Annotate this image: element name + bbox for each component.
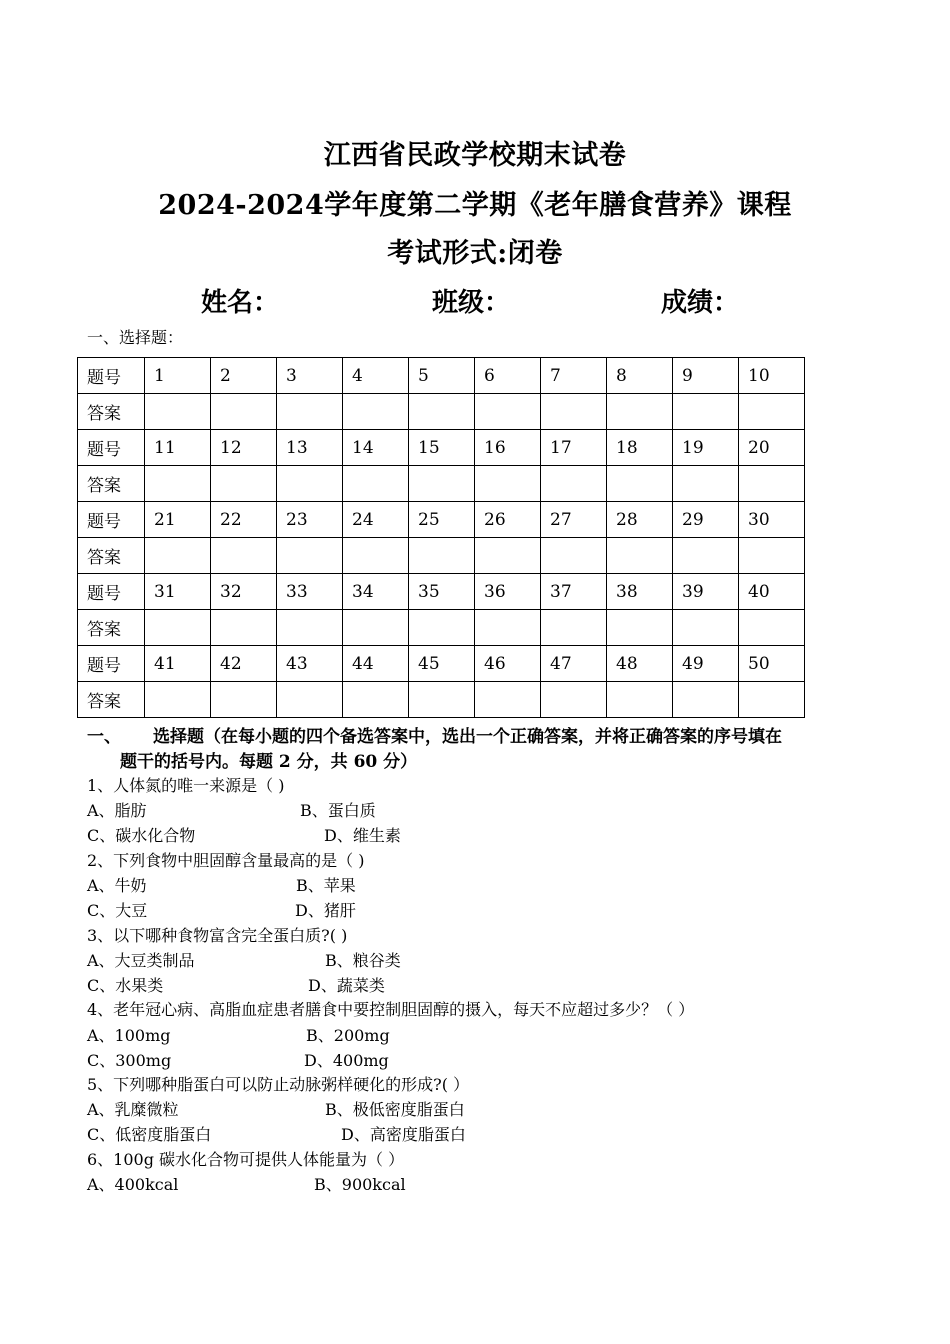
question-number-cell: 16 (475, 430, 541, 466)
answer-cell[interactable] (475, 682, 541, 718)
option-a: A、脂肪 (87, 801, 147, 820)
score-label: 成绩： (661, 288, 740, 318)
question-number-cell: 41 (145, 646, 211, 682)
answer-cell[interactable] (739, 682, 805, 718)
answer-cell[interactable] (211, 394, 277, 430)
answer-cell[interactable] (343, 682, 409, 718)
question-number-cell: 17 (541, 430, 607, 466)
option-b: B、蛋白质 (300, 801, 376, 820)
question-number-cell: 6 (475, 358, 541, 394)
question-number-cell: 26 (475, 502, 541, 538)
number-row (78, 646, 805, 682)
option-d: D、400mg (304, 1051, 389, 1070)
answer-cell[interactable] (343, 394, 409, 430)
number-row (78, 358, 805, 394)
answer-cell[interactable] (607, 466, 673, 502)
question-number-cell: 50 (739, 646, 805, 682)
question-number-cell: 8 (607, 358, 673, 394)
question-number-cell: 35 (409, 574, 475, 610)
answer-cell[interactable] (277, 466, 343, 502)
question-stem: 2、下列食物中胆固醇含量最高的是（ ) (87, 851, 365, 870)
number-row (78, 430, 805, 466)
question-number-cell: 23 (277, 502, 343, 538)
answer-label-cell: 答案 (78, 610, 145, 646)
question-number-cell: 28 (607, 502, 673, 538)
question-number-cell: 14 (343, 430, 409, 466)
section2-line1: 选择题（在每小题的四个备选答案中，选出一个正确答案，并将正确答案的序号填在 (153, 727, 782, 747)
answer-cell[interactable] (409, 466, 475, 502)
question-number-cell: 1 (145, 358, 211, 394)
number-label-cell: 题号 (78, 358, 145, 394)
answer-cell[interactable] (145, 682, 211, 718)
answer-cell[interactable] (541, 394, 607, 430)
answer-cell[interactable] (343, 538, 409, 574)
answer-row (78, 538, 805, 574)
question-number-cell: 5 (409, 358, 475, 394)
option-a: A、大豆类制品 (87, 951, 195, 970)
answer-cell[interactable] (607, 682, 673, 718)
answer-cell[interactable] (343, 466, 409, 502)
question-number-cell: 15 (409, 430, 475, 466)
answer-row (78, 682, 805, 718)
option-a: A、400kcal (87, 1175, 179, 1194)
answer-cell[interactable] (211, 538, 277, 574)
option-d: D、高密度脂蛋白 (341, 1125, 466, 1144)
answer-cell[interactable] (541, 538, 607, 574)
question-number-cell: 27 (541, 502, 607, 538)
question-number-cell: 47 (541, 646, 607, 682)
question-number-cell: 7 (541, 358, 607, 394)
question-number-cell: 44 (343, 646, 409, 682)
question-number-cell: 3 (277, 358, 343, 394)
school-title: 江西省民政学校期末试卷 (323, 140, 627, 171)
answer-cell[interactable] (277, 538, 343, 574)
answer-cell[interactable] (673, 682, 739, 718)
class-label: 班级： (432, 288, 511, 318)
answer-cell[interactable] (277, 682, 343, 718)
question-number-cell: 42 (211, 646, 277, 682)
option-b: B、极低密度脂蛋白 (325, 1100, 465, 1119)
answer-cell[interactable] (673, 538, 739, 574)
answer-cell[interactable] (145, 538, 211, 574)
question-number-cell: 46 (475, 646, 541, 682)
question-number-cell: 21 (145, 502, 211, 538)
number-label-cell: 题号 (78, 646, 145, 682)
answer-row (78, 394, 805, 430)
option-c: C、低密度脂蛋白 (87, 1125, 212, 1144)
question-number-cell: 34 (343, 574, 409, 610)
answer-cell[interactable] (409, 538, 475, 574)
answer-cell[interactable] (475, 538, 541, 574)
option-b: B、粮谷类 (325, 951, 401, 970)
question-number-cell: 22 (211, 502, 277, 538)
question-number-cell: 33 (277, 574, 343, 610)
question-number-cell: 20 (739, 430, 805, 466)
course-title: 2024-2024学年度第二学期《老年膳食营养》课程 (158, 190, 792, 221)
question-number-cell: 13 (277, 430, 343, 466)
answer-cell[interactable] (541, 682, 607, 718)
answer-cell[interactable] (277, 394, 343, 430)
answer-cell[interactable] (475, 466, 541, 502)
option-b: B、200mg (306, 1026, 390, 1045)
section1-title: 一、选择题： (87, 328, 184, 347)
option-a: A、牛奶 (87, 876, 147, 895)
number-row (78, 574, 805, 610)
option-c: C、大豆 (87, 901, 148, 920)
question-number-cell: 49 (673, 646, 739, 682)
answer-cell[interactable] (541, 610, 607, 646)
question-number-cell: 25 (409, 502, 475, 538)
option-b: B、苹果 (296, 876, 356, 895)
option-b: B、900kcal (314, 1175, 406, 1194)
answer-row (78, 610, 805, 646)
question-stem: 3、以下哪种食物富含完全蛋白质?( ) (87, 926, 348, 945)
question-number-cell: 18 (607, 430, 673, 466)
number-label-cell: 题号 (78, 430, 145, 466)
answer-cell[interactable] (673, 610, 739, 646)
question-number-cell: 19 (673, 430, 739, 466)
question-number-cell: 48 (607, 646, 673, 682)
answer-cell[interactable] (607, 610, 673, 646)
question-number-cell: 40 (739, 574, 805, 610)
question-number-cell: 32 (211, 574, 277, 610)
question-number-cell: 38 (607, 574, 673, 610)
answer-label-cell: 答案 (78, 394, 145, 430)
exam-form: 考试形式:闭卷 (387, 238, 563, 269)
question-number-cell: 39 (673, 574, 739, 610)
question-number-cell: 10 (739, 358, 805, 394)
question-number-cell: 29 (673, 502, 739, 538)
question-number-cell: 31 (145, 574, 211, 610)
answer-cell[interactable] (211, 610, 277, 646)
section2-line2: 题干的括号内。每题 2 分，共 60 分） (120, 752, 418, 772)
answer-cell[interactable] (673, 394, 739, 430)
answer-row (78, 466, 805, 502)
question-stem: 4、老年冠心病、高脂血症患者膳食中要控制胆固醇的摄入，每天不应超过多少？（ ） (87, 1000, 695, 1019)
option-d: D、蔬菜类 (308, 976, 385, 995)
answer-cell[interactable] (739, 466, 805, 502)
option-c: C、水果类 (87, 976, 164, 995)
student-info-row (0, 282, 950, 318)
answer-cell[interactable] (145, 610, 211, 646)
question-number-cell: 36 (475, 574, 541, 610)
answer-cell[interactable] (673, 466, 739, 502)
number-label-cell: 题号 (78, 574, 145, 610)
answer-cell[interactable] (739, 538, 805, 574)
question-number-cell: 9 (673, 358, 739, 394)
question-number-cell: 24 (343, 502, 409, 538)
answer-cell[interactable] (343, 610, 409, 646)
question-number-cell: 30 (739, 502, 805, 538)
answer-cell[interactable] (739, 610, 805, 646)
option-d: D、猪肝 (295, 901, 356, 920)
answer-cell[interactable] (211, 466, 277, 502)
name-label: 姓名： (201, 288, 280, 318)
question-stem: 6、100g 碳水化合物可提供人体能量为（ ） (87, 1150, 405, 1169)
question-number-cell: 2 (211, 358, 277, 394)
question-number-cell: 11 (145, 430, 211, 466)
section2-number: 一、 (87, 727, 121, 747)
answer-cell[interactable] (475, 394, 541, 430)
question-number-cell: 37 (541, 574, 607, 610)
answer-cell[interactable] (145, 466, 211, 502)
number-row (78, 502, 805, 538)
option-a: A、100mg (87, 1026, 171, 1045)
answer-label-cell: 答案 (78, 538, 145, 574)
number-label-cell: 题号 (78, 502, 145, 538)
option-c: C、300mg (87, 1051, 172, 1070)
answer-cell[interactable] (409, 610, 475, 646)
option-c: C、碳水化合物 (87, 826, 196, 845)
question-number-cell: 4 (343, 358, 409, 394)
answer-cell[interactable] (277, 610, 343, 646)
answer-cell[interactable] (541, 466, 607, 502)
answer-table (77, 357, 805, 718)
answer-cell[interactable] (607, 394, 673, 430)
question-number-cell: 43 (277, 646, 343, 682)
answer-cell[interactable] (409, 682, 475, 718)
option-a: A、乳糜微粒 (87, 1100, 179, 1119)
question-stem: 5、下列哪种脂蛋白可以防止动脉粥样硬化的形成?( ） (87, 1075, 470, 1094)
option-d: D、维生素 (324, 826, 401, 845)
answer-cell[interactable] (409, 394, 475, 430)
answer-cell[interactable] (475, 610, 541, 646)
answer-cell[interactable] (607, 538, 673, 574)
answer-cell[interactable] (211, 682, 277, 718)
question-number-cell: 12 (211, 430, 277, 466)
answer-cell[interactable] (145, 394, 211, 430)
question-number-cell: 45 (409, 646, 475, 682)
answer-cell[interactable] (739, 394, 805, 430)
question-stem: 1、人体氮的唯一来源是（ ) (87, 776, 285, 795)
answer-label-cell: 答案 (78, 682, 145, 718)
answer-label-cell: 答案 (78, 466, 145, 502)
